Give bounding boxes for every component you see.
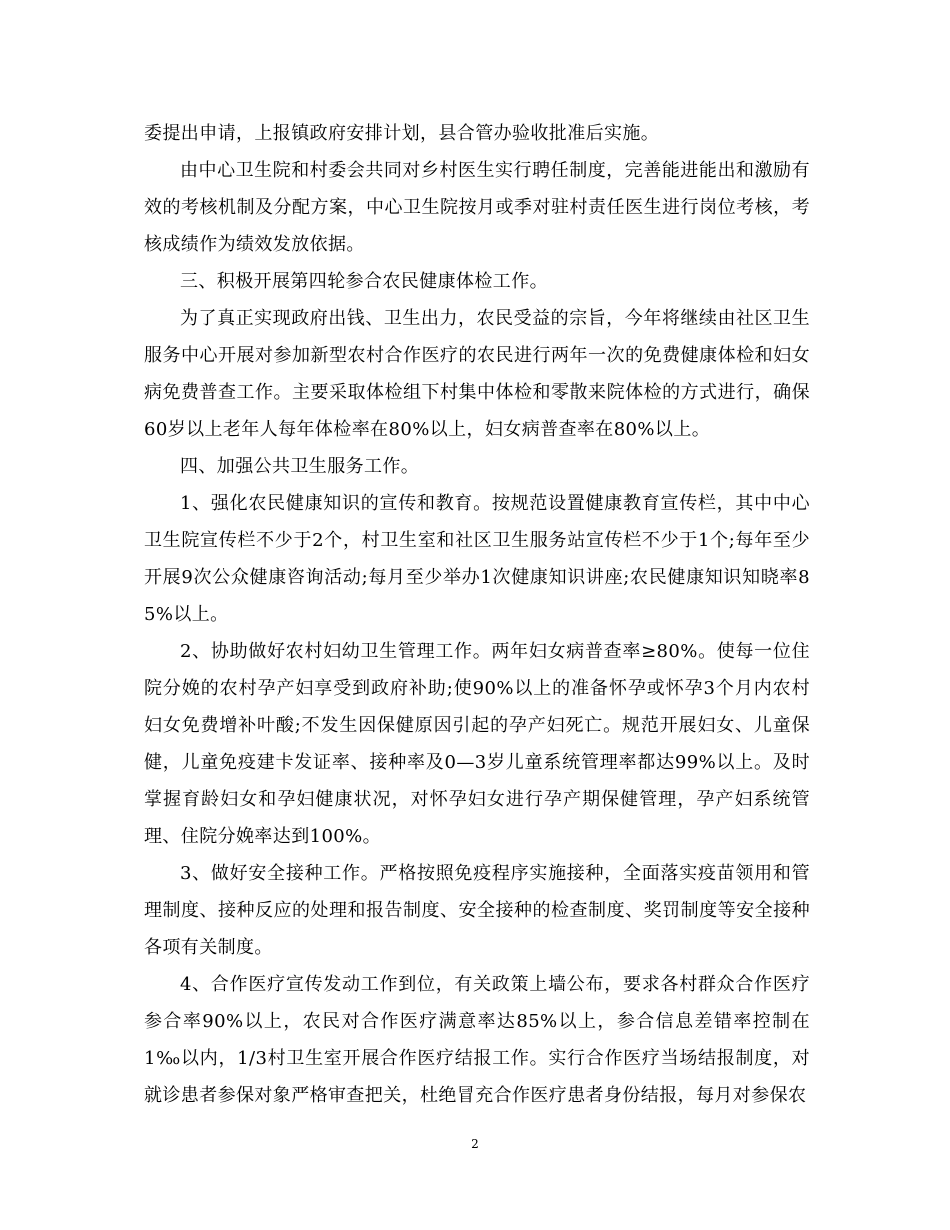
paragraph: 由中心卫生院和村委会共同对乡村医生实行聘任制度，完善能进能出和激励有效的考核机制及分配方案，中心卫生院按月或季对驻村责任医生进行岗位考核，考核成绩作为绩效发放依据。	[144, 160, 810, 255]
paragraph: 委提出申请，上报镇政府安排计划，县合管办验收批准后实施。	[144, 123, 660, 144]
paragraph: 为了真正实现政府出钱、卫生出力，农民受益的宗旨，今年将继续由社区卫生服务中心开展对参加新型农村合作医疗的农民进行两年一次的免费健康体检和妇女病免费普查工作。主要采取体检组下村集中体检和零散来院体检的方式进行，确保60岁以上老年人每年体检率在80%以上，妇女病普查率在80%以上。	[144, 308, 810, 440]
paragraph: 1、强化农民健康知识的宣传和教育。按规范设置健康教育宣传栏，其中中心卫生院宣传栏不少于2个，村卫生室和社区卫生服务站宣传栏不少于1个;每年至少开展9次公众健康咨询活动;每月至少举办1次健康知识讲座;农民健康知识知晓率85%以上。	[144, 493, 810, 625]
page-number: 2	[471, 1137, 479, 1151]
paragraph: 2、协助做好农村妇幼卫生管理工作。两年妇女病普查率≥80%。使每一位住院分娩的农村孕产妇享受到政府补助;使90%以上的准备怀孕或怀孕3个月内农村妇女免费增补叶酸;不发生因保健原因引起的孕产妇死亡。规范开展妇女、儿童保健，儿童免疫建卡发证率、接种率及0—3岁儿童系统管理率都达99%以上。及时掌握育龄妇女和孕妇健康状况，对怀孕妇女进行孕产期保健管理，孕产妇系统管理、住院分娩率达到100%。	[144, 641, 810, 847]
section-heading: 三、积极开展第四轮参合农民健康体检工作。	[180, 271, 548, 292]
document-body	[144, 115, 810, 1114]
paragraph: 3、做好安全接种工作。严格按照免疫程序实施接种，全面落实疫苗领用和管理制度、接种反应的处理和报告制度、安全接种的检查制度、奖罚制度等安全接种各项有关制度。	[144, 863, 810, 958]
section-heading: 四、加强公共卫生服务工作。	[180, 456, 420, 477]
paragraph: 4、合作医疗宣传发动工作到位，有关政策上墙公布，要求各村群众合作医疗参合率90%以上，农民对合作医疗满意率达85%以上，参合信息差错率控制在1‰以内，1/3村卫生室开展合作医疗结报工作。实行合作医疗当场结报制度，对就诊患者参保对象严格审查把关，杜绝冒充合作医疗患者身份结报，每月对参保农	[144, 974, 810, 1106]
